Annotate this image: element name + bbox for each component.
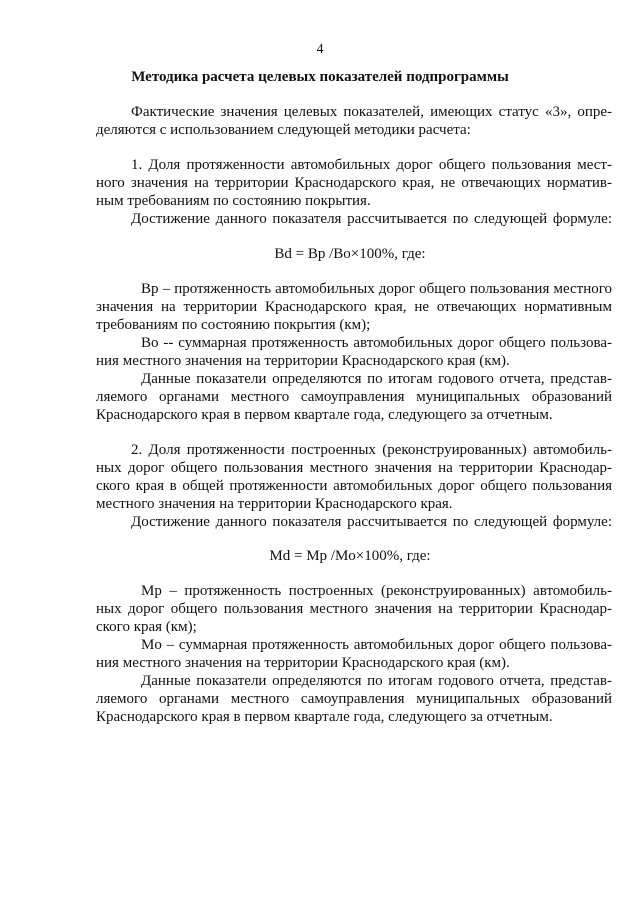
section2-mo-definition: Mo – суммарная протяженность автомобильных дорог общего пользова- — [141, 637, 612, 653]
section2-source-note: Данные показатели определяются по итогам годового отчета, представ- — [141, 673, 612, 689]
section1-heading: ным требованиям по состоянию покрытия. — [96, 193, 371, 209]
section1-formula-intro: Достижение данного показателя рассчитывается по следующей формуле: — [131, 211, 612, 227]
section2-mp-definition: ского края (км); — [96, 619, 197, 635]
section2-mp-definition: Mp – протяженность построенных (реконструированных) автомобиль- — [141, 583, 612, 599]
section2-heading: местного значения на территории Краснодарского края. — [96, 496, 453, 512]
section2-source-note: ляемого органами местного самоуправления муниципальных образований — [96, 691, 612, 707]
section1-bp-definition: Bp – протяженность автомобильных дорог общего пользования местного — [141, 281, 612, 297]
section1-bp-definition: значения на территории Краснодарского края, не отвечающих нормативным — [96, 299, 612, 315]
section2-source-note: Краснодарского края в первом квартале года, следующего за отчетным. — [96, 709, 553, 725]
page-title: Методика расчета целевых показателей подпрограммы — [131, 69, 509, 85]
section2-formula: Md = Mp /Mo×100%, где: — [269, 548, 431, 564]
intro-text: деляются с использованием следующей методики расчета: — [96, 122, 471, 138]
section1-bo-definition: Bo -- суммарная протяженность автомобильных дорог общего пользова- — [141, 335, 612, 351]
section2-heading: 2. Доля протяженности построенных (реконструированных) автомобиль- — [131, 442, 612, 458]
section1-bo-definition: ния местного значения на территории Краснодарского края (км). — [96, 353, 510, 369]
intro-text: Фактические значения целевых показателей, имеющих статус «3», опре- — [131, 104, 612, 120]
section1-source-note: Краснодарского края в первом квартале года, следующего за отчетным. — [96, 407, 553, 423]
section1-formula: Bd = Bp /Bo×100%, где: — [274, 246, 426, 262]
section2-heading: ных дорог общего пользования местного значения на территории Краснодар- — [96, 460, 612, 476]
section2-heading: ского края в общей протяженности автомобильных дорог общего пользования — [96, 478, 612, 494]
section1-heading: ного значения на территории Краснодарского края, не отвечающих норматив- — [96, 175, 612, 191]
section2-formula-intro: Достижение данного показателя рассчитывается по следующей формуле: — [131, 514, 612, 530]
section1-source-note: Данные показатели определяются по итогам годового отчета, представ- — [141, 371, 612, 387]
page-number: 4 — [316, 42, 324, 57]
section2-mp-definition: ных дорог общего пользования местного значения на территории Краснодар- — [96, 601, 612, 617]
section1-bp-definition: требованиям по состоянию покрытия (км); — [96, 317, 371, 333]
section1-heading: 1. Доля протяженности автомобильных дорог общего пользования мест- — [131, 157, 612, 173]
section2-mo-definition: ния местного значения на территории Краснодарского края (км). — [96, 655, 510, 671]
section1-source-note: ляемого органами местного самоуправления муниципальных образований — [96, 389, 612, 405]
